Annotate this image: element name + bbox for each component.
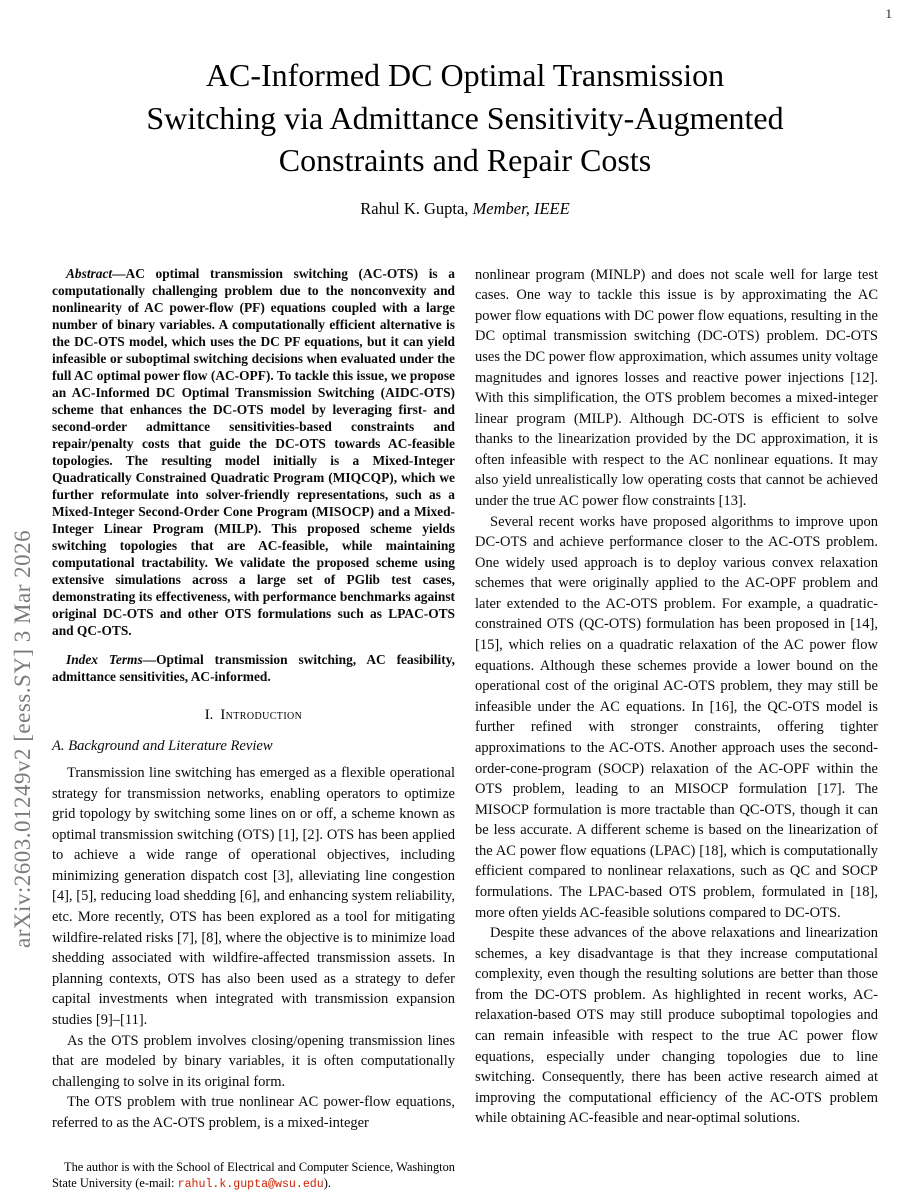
right-column	[475, 265, 878, 1134]
footnote-text-before: The author is with the School of Electrical and Computer Science, Washington State University (e-mail:	[52, 1159, 455, 1190]
index-terms-text: —Optimal transmission switching, AC feasibility, admittance sensitivities, AC-informed.	[52, 651, 455, 684]
paper-title-line-3: Constraints and Repair Costs	[278, 142, 652, 179]
author-footnote	[52, 1159, 455, 1192]
section-number: I.	[204, 707, 214, 724]
body-paragraph: Despite these advances of the above relaxations and linearization schemes, a key disadvantage is that they increase computational complexity, even though the resulting solutions are better than those from the DC-OTS problem. As highlighted in recent works, AC-relaxation-based OTS may still produce suboptimal topologies and can remain infeasible with respect to the true AC power flow equations, especially under changing topologies due to line switching. Consequently, there has been active research aimed at improving the computational efficiency of the AC-OTS problem while obtaining AC-feasible and near-optimal solutions.	[475, 925, 878, 1127]
arxiv-watermark: arXiv:2603.01249v2 [eess.SY] 3 Mar 2026	[10, 529, 35, 948]
paper-title-line-2: Switching via Admittance Sensitivity-Augmented	[146, 99, 784, 136]
section-title: Introduction	[220, 707, 303, 724]
page-number: 1	[885, 6, 892, 21]
body-paragraph: Several recent works have proposed algorithms to improve upon DC-OTS and achieve performance closer to the AC-OTS problem. One widely used approach is to deploy various convex relaxation schemes that were originally applied to the AC-OPF problem and later extended to the AC-OTS problem. For example, a quadratic-constrained OTS (QC-OTS) formulation has been proposed in [14], [15], which relies on a quadratic relaxation of the AC power flow equations. Although these schemes provide a lower bound on the operational cost of the original AC-OTS problem, they may still be infeasible under the AC equations. In [16], the QC-OTS model is further refined with stronger constraints, offering tighter approximations to the AC-OTS. Another approach uses the second-order-cone-program (SOCP) relaxation of the AC-OPF within the OTS problem, leading to an MISOCP formulation [17]. The MISOCP formulation is more tractable than QC-OTS, though it can be less accurate. A different scheme is based on the linearization of the AC power flow equations (LPAC) [18], which is computationally efficient compared to nonlinear relaxations, such as QC and SOCP formulations. The LPAC-based OTS problem, formulated in [18], more often yields AC-feasible solutions compared to DC-OTS.	[475, 513, 878, 921]
body-paragraph: Transmission line switching has emerged as a flexible operational strategy for transmission networks, enabling operators to optimize grid topology by switching some lines on or off, a scheme known as optimal transmission switching (OTS) [1], [2]. OTS has been applied to achieve a wide range of operational objectives, including minimizing generation dispatch cost [3], alleviating line congestion [4], [5], reducing load shedding [6], and enhancing system reliability, etc. More recently, OTS has been explored as a tool for mitigating wildfire-related risks [7], [8], where the objective is to minimize load shedding associated with wildfire-affected transmission assets. In planning contexts, OTS has also been used as a strategy to defer capital investments when integrated with transmission expansion studies [9]–[11].	[52, 765, 455, 1028]
abstract-label: Abstract	[66, 265, 113, 281]
two-column-body	[52, 265, 878, 1134]
footnote-text-after: ).	[323, 1175, 331, 1190]
author-line	[52, 199, 878, 219]
paper-title	[62, 54, 868, 182]
body-paragraph: nonlinear program (MINLP) and does not scale well for large test cases. One way to tackle this issue is by approximating the AC power flow equations with DC power flow equations, resulting in the DC optimal transmission switching (DC-OTS) problem. DC-OTS uses the DC power flow approximation, which assumes unity voltage magnitudes and ignores losses and reactive power injections [12]. With this simplification, the OTS problem becomes a mixed-integer linear program (MILP). Although DC-OTS is efficient to solve thanks to the linearization provided by the DC approximation, it is often infeasible with respect to the AC nonlinear equations. It may also yield unrealistically low operating costs that cannot be achieved under the true AC power flow constraints [13].	[475, 266, 878, 509]
index-terms-paragraph	[52, 651, 455, 685]
abstract-text: —AC optimal transmission switching (AC-OTS) is a computationally challenging problem due to the nonconvexity and nonlinearity of AC power-flow (PF) equations coupled with a large number of binary variables. A computationally efficient alternative is the DC-OTS model, which uses the DC PF equations, but it can yield infeasible or suboptimal switching decisions when evaluated under the full AC optimal power flow (AC-OPF). To tackle this issue, we propose an AC-Informed DC Optimal Transmission Switching (AIDC-OTS) scheme that enhances the DC-OTS model by leveraging first- and second-order admittance sensitivities-based constraints and repair/penalty costs that guide the DC-OTS towards AC-feasible topologies. The resulting model initially is a Mixed-Integer Quadratically Constrained Quadratic Program (MIQCQP), which we further reformulate into solver-friendly representations, such as a Mixed-Integer Second-Order Cone Program (MISOCP) and a Mixed-Integer Linear Program (MILP). This proposed scheme yields switching topologies that are AC-feasible, while maintaining computational tractability. We validate the proposed scheme using extensive simulations across a large set of PGlib test cases, demonstrating its effectiveness, with performance benchmarks against original DC-OTS and other OTS formulations such as LPAC-OTS and QC-OTS.	[52, 265, 455, 638]
index-terms-label: Index Terms	[66, 651, 143, 667]
subsection-heading-background: A. Background and Literature Review	[52, 738, 273, 755]
paper-title-line-1: AC-Informed DC Optimal Transmission	[205, 57, 725, 93]
body-paragraph: The OTS problem with true nonlinear AC power-flow equations, referred to as the AC-OTS problem, is a mixed-integer	[52, 1094, 455, 1131]
body-paragraph: As the OTS problem involves closing/opening transmission lines that are modeled by binary variables, it is often computationally challenging to solve in its original form.	[52, 1032, 455, 1090]
author-membership: Member, IEEE	[472, 198, 570, 218]
left-column	[52, 265, 455, 1134]
author-email-link[interactable]: rahul.k.gupta@wsu.edu	[177, 1177, 324, 1191]
author-name: Rahul K. Gupta,	[360, 198, 473, 218]
section-heading-introduction	[52, 707, 455, 724]
abstract-paragraph	[52, 265, 455, 639]
